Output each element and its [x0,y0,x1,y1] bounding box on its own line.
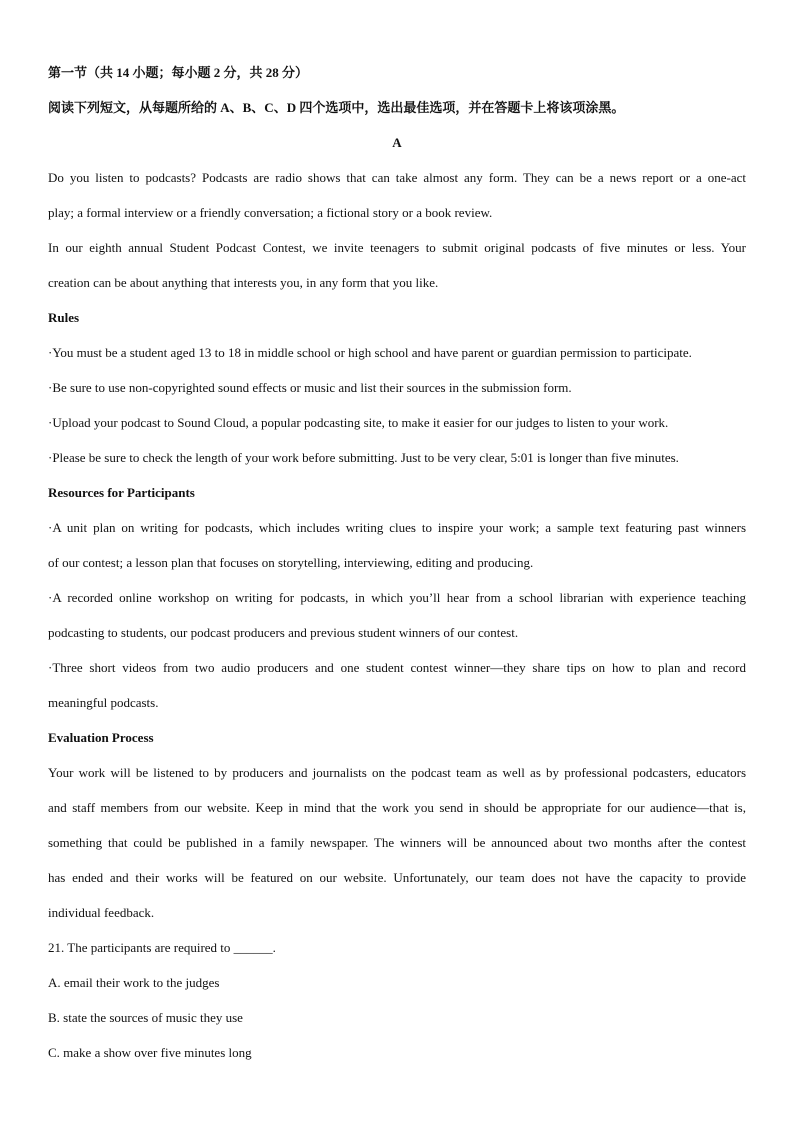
evaluation-line-4: has ended and their works will be featured on our website. Unfortunately, our team does not have the capacity to provide [48,870,746,885]
intro-paragraph-1-line-1: Do you listen to podcasts? Podcasts are radio shows that can take almost any form. They can be a news report or a one-act [48,170,746,185]
resources-heading: Resources for Participants [48,485,195,500]
resources-item-3-line-2: meaningful podcasts. [48,695,159,710]
rules-item-3: ·Upload your podcast to Sound Cloud, a popular podcasting site, to make it easier for our judges to listen to your work. [48,415,669,430]
intro-paragraph-2-line-1: In our eighth annual Student Podcast Contest, we invite teenagers to submit original podcasts of five minutes or less. Your [48,240,746,255]
evaluation-line-3: something that could be published in a family newspaper. The winners will be announced about two months after the contest [48,835,746,850]
resources-item-1-line-1: ·A unit plan on writing for podcasts, which includes writing clues to inspire your work; a sample text featuring past winners [48,520,746,535]
evaluation-line-2: and staff members from our website. Keep in mind that the work you send in should be appropriate for our audience—that is, [48,800,746,815]
instruction: 阅读下列短文，从每题所给的 A、B、C、D 四个选项中，选出最佳选项，并在答题卡上将该项涂黑。 [48,100,625,115]
rules-item-2: ·Be sure to use non-copyrighted sound effects or music and list their sources in the submission form. [48,380,572,395]
evaluation-heading: Evaluation Process [48,730,154,745]
intro-paragraph-1-line-2: play; a formal interview or a friendly conversation; a fictional story or a book review. [48,205,493,220]
passage-label: A [392,135,402,150]
resources-item-3-line-1: ·Three short videos from two audio producers and one student contest winner—they share tips on how to plan and record [48,660,746,675]
section-header: 第一节（共 14 小题；每小题 2 分，共 28 分） [48,65,309,80]
question-option-a: A. email their work to the judges [48,975,220,990]
rules-heading: Rules [48,310,80,325]
resources-item-2-line-2: podcasting to students, our podcast producers and previous student winners of our contest. [48,625,519,640]
question-option-c: C. make a show over five minutes long [48,1045,252,1060]
document-page [48,55,746,1070]
rules-item-4: ·Please be sure to check the length of your work before submitting. Just to be very clear, 5:01 is longer than five minutes. [48,450,679,465]
resources-item-2-line-1: ·A recorded online workshop on writing for podcasts, in which you’ll hear from a school librarian with experience teaching [48,590,746,605]
intro-paragraph-2-line-2: creation can be about anything that interests you, in any form that you like. [48,275,439,290]
rules-item-1: ·You must be a student aged 13 to 18 in middle school or high school and have parent or guardian permission to participate. [48,345,692,360]
question-option-b: B. state the sources of music they use [48,1010,243,1025]
evaluation-line-1: Your work will be listened to by producers and journalists on the podcast team as well as by professional podcasters, educators [48,765,746,780]
resources-item-1-line-2: of our contest; a lesson plan that focuses on storytelling, interviewing, editing and producing. [48,555,534,570]
evaluation-line-5: individual feedback. [48,905,155,920]
question-stem: 21. The participants are required to ______. [48,940,276,955]
